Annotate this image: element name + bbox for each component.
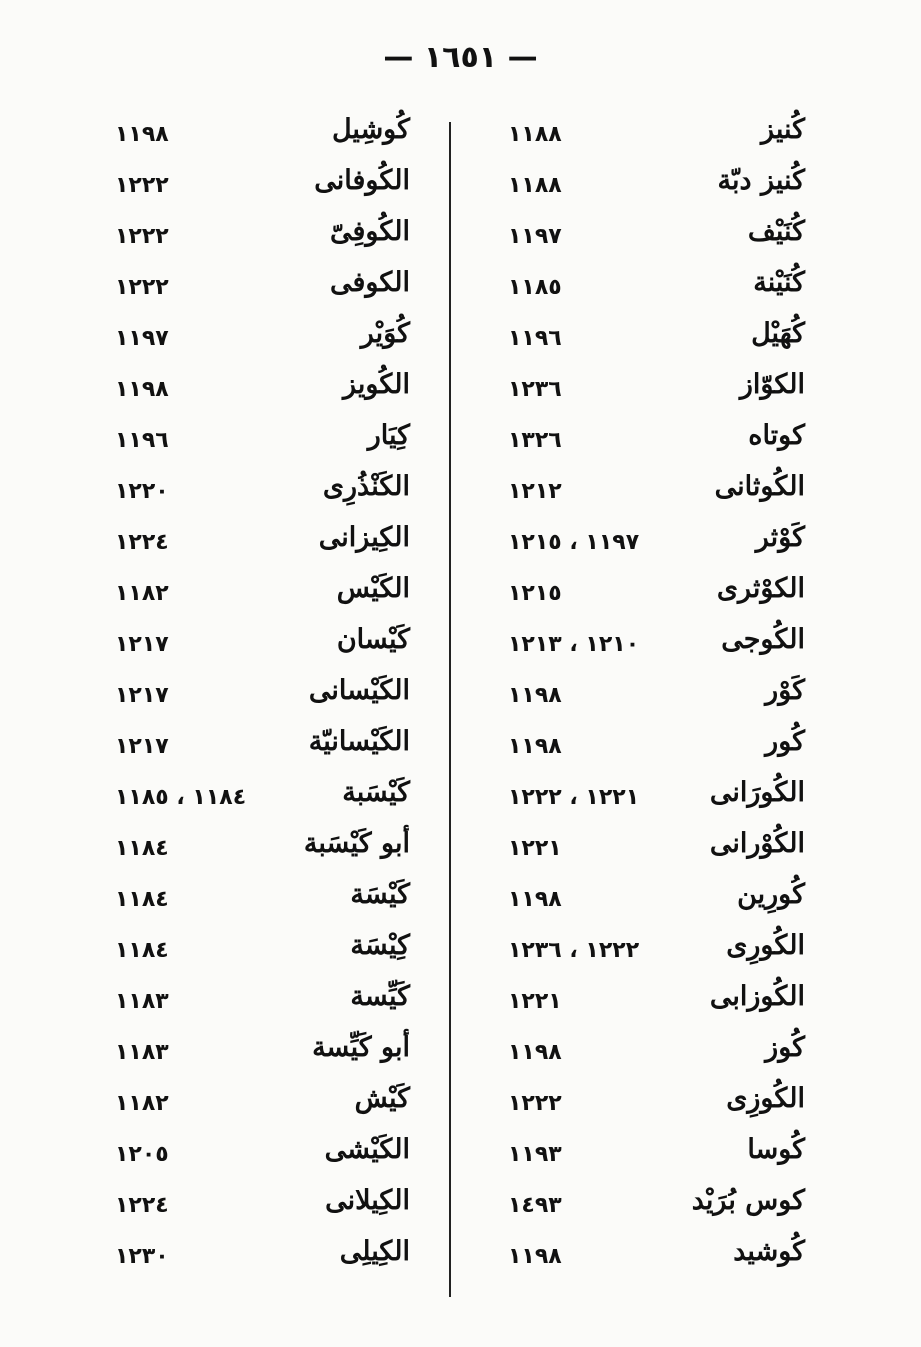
entry-name: الكُوزابى xyxy=(709,981,805,1012)
entry-page-ref: ١٢٢٤ xyxy=(115,530,169,555)
entry-name: كُنَيْف xyxy=(747,216,805,247)
index-entry xyxy=(100,112,410,163)
entry-page-ref: ١٢١٥ xyxy=(508,581,562,606)
entry-name: أبو كَيْسَبة xyxy=(303,828,410,859)
index-entry xyxy=(485,979,805,1030)
entry-page-ref: ١٢٠٥ xyxy=(115,1142,169,1167)
entry-name: الكَيْشى xyxy=(324,1134,410,1165)
entry-name: الكُوجى xyxy=(721,624,805,655)
entry-page-ref: ١١٨٢ xyxy=(115,581,169,606)
entry-page-ref: ١٣٢٦ xyxy=(508,428,562,453)
index-entry xyxy=(485,265,805,316)
index-entry xyxy=(485,622,805,673)
index-entry xyxy=(100,724,410,775)
entry-name: الكَيْس xyxy=(336,573,410,604)
index-entry xyxy=(485,1183,805,1234)
index-entry xyxy=(100,1081,410,1132)
index-entry xyxy=(485,1030,805,1081)
entry-name: الكوفى xyxy=(330,267,410,298)
entry-page-ref: ١٢١٧ xyxy=(115,683,169,708)
index-entry xyxy=(485,112,805,163)
entry-name: كَيْسَبة xyxy=(342,777,410,808)
entry-name: الكوْثرى xyxy=(716,573,805,604)
index-entry xyxy=(100,673,410,724)
index-entry xyxy=(100,469,410,520)
entry-name: الكِيلانى xyxy=(325,1185,410,1216)
entry-page-ref: ١١٩٨ xyxy=(508,1244,562,1269)
left-index-column xyxy=(100,112,410,1285)
entry-page-ref: ١١٩٨ xyxy=(115,122,169,147)
entry-page-ref: ١١٩٧ xyxy=(115,326,169,351)
entry-name: الكِيلِى xyxy=(339,1236,410,1267)
entry-name: كُوَيْر xyxy=(360,318,410,349)
entry-name: الكَنْذُرِى xyxy=(322,471,410,502)
entry-page-ref: ١١٨٣ xyxy=(115,989,169,1014)
entry-name: كوتاه xyxy=(748,420,805,451)
entry-page-ref: ١٢٣٦ xyxy=(508,377,562,402)
entry-name: الكِيزانى xyxy=(318,522,410,553)
entry-name: كَيِّسة xyxy=(350,981,410,1012)
entry-name: الكُوزِى xyxy=(726,1083,805,1114)
index-entry xyxy=(485,724,805,775)
entry-page-ref: ١١٩٦ xyxy=(508,326,562,351)
index-entry xyxy=(485,316,805,367)
entry-page-ref: ١١٩٧ xyxy=(508,224,562,249)
entry-page-ref: ١٢٣٠ xyxy=(115,1244,169,1269)
index-entry xyxy=(100,265,410,316)
index-entry xyxy=(100,520,410,571)
entry-page-ref: ١٢٢١ xyxy=(508,989,562,1014)
entry-name: كُنَيْنة xyxy=(753,267,805,298)
entry-page-ref: ١١٨٤ ، ١١٨٥ xyxy=(115,785,247,810)
index-entry xyxy=(100,163,410,214)
entry-page-ref: ١٢٢١ xyxy=(508,836,562,861)
index-entry xyxy=(485,571,805,622)
index-entry xyxy=(485,163,805,214)
entry-name: كَوْر xyxy=(765,675,805,706)
index-entry xyxy=(100,418,410,469)
entry-page-ref: ١٢٢٢ xyxy=(115,275,169,300)
index-entry xyxy=(100,928,410,979)
entry-page-ref: ١١٨٣ xyxy=(115,1040,169,1065)
entry-name: كُنيز xyxy=(760,114,805,145)
entry-page-ref: ١٢١٧ xyxy=(115,734,169,759)
index-entry xyxy=(100,316,410,367)
entry-page-ref: ١١٩٨ xyxy=(508,734,562,759)
entry-page-ref: ١٤٩٣ xyxy=(508,1193,562,1218)
entry-name: كُوسا xyxy=(747,1134,805,1165)
index-entry xyxy=(100,826,410,877)
entry-name: كوس بُرَيْد xyxy=(691,1185,805,1216)
index-entry xyxy=(100,775,410,826)
entry-page-ref: ١١٨٢ xyxy=(115,1091,169,1116)
entry-page-ref: ١٢١٠ ، ١٢١٣ xyxy=(508,632,640,657)
index-entry xyxy=(485,877,805,928)
entry-page-ref: ١١٩٨ xyxy=(508,683,562,708)
entry-page-ref: ١٢٢٤ xyxy=(115,1193,169,1218)
entry-page-ref: ١١٨٥ xyxy=(508,275,562,300)
index-entry xyxy=(485,469,805,520)
entry-page-ref: ١١٩٧ ، ١٢١٥ xyxy=(508,530,640,555)
entry-name: أبو كَيِّسة xyxy=(312,1032,410,1063)
index-entry xyxy=(100,1183,410,1234)
entry-name: كِيَار xyxy=(367,420,410,451)
index-entry xyxy=(485,367,805,418)
entry-name: الكوّاز xyxy=(739,369,805,400)
entry-name: الكُويز xyxy=(343,369,410,400)
right-index-column xyxy=(485,112,805,1285)
index-entry xyxy=(485,1132,805,1183)
index-entry xyxy=(100,571,410,622)
entry-name: كُوشِيل xyxy=(331,114,410,145)
entry-page-ref: ١٢٢٢ xyxy=(115,173,169,198)
entry-name: كُهَيْل xyxy=(751,318,805,349)
index-entry xyxy=(485,1081,805,1132)
entry-page-ref: ١٢٢٢ ، ١٢٣٦ xyxy=(508,938,640,963)
entry-page-ref: ١٢١٧ xyxy=(115,632,169,657)
index-entry xyxy=(100,1030,410,1081)
entry-page-ref: ١١٨٤ xyxy=(115,887,169,912)
page-number: — ١٦٥١ — xyxy=(383,40,538,75)
entry-name: الكُوفِىّ xyxy=(330,216,410,247)
entry-name: كُنيز دبّة xyxy=(717,165,805,196)
entry-name: الكُوثانى xyxy=(714,471,805,502)
index-entry xyxy=(100,1132,410,1183)
entry-page-ref: ١٢١٢ xyxy=(508,479,562,504)
entry-page-ref: ١١٩٦ xyxy=(115,428,169,453)
index-entry xyxy=(100,622,410,673)
index-entry xyxy=(100,367,410,418)
entry-name: الكُوفانى xyxy=(314,165,410,196)
index-entry xyxy=(485,826,805,877)
entry-name: الكُوْرانى xyxy=(709,828,805,859)
index-entry xyxy=(485,775,805,826)
entry-page-ref: ١١٨٤ xyxy=(115,836,169,861)
column-divider xyxy=(449,122,451,1297)
index-entry xyxy=(485,418,805,469)
entry-page-ref: ١١٨٨ xyxy=(508,173,562,198)
entry-page-ref: ١١٩٨ xyxy=(115,377,169,402)
index-entry xyxy=(100,1234,410,1285)
entry-page-ref: ١١٨٤ xyxy=(115,938,169,963)
entry-page-ref: ١١٨٨ xyxy=(508,122,562,147)
entry-page-ref: ١٢٢٢ xyxy=(508,1091,562,1116)
entry-page-ref: ١١٩٨ xyxy=(508,1040,562,1065)
entry-name: الكَيْسانيّة xyxy=(308,726,410,757)
entry-name: كُورِين xyxy=(737,879,805,910)
entry-page-ref: ١٢٢٢ xyxy=(115,224,169,249)
entry-name: الكُورِى xyxy=(726,930,805,961)
index-entry xyxy=(485,928,805,979)
index-entry xyxy=(100,214,410,265)
index-entry xyxy=(485,1234,805,1285)
entry-name: كَوْثر xyxy=(755,522,805,553)
index-entry xyxy=(485,214,805,265)
index-entry xyxy=(100,877,410,928)
index-entry xyxy=(100,979,410,1030)
entry-name: كَيْسَة xyxy=(350,879,410,910)
entry-page-ref: ١٢٢١ ، ١٢٢٢ xyxy=(508,785,640,810)
entry-name: كَيْسان xyxy=(336,624,410,655)
entry-name: الكُورَانى xyxy=(709,777,805,808)
entry-name: الكَيْسانى xyxy=(308,675,410,706)
entry-name: كُور xyxy=(765,726,805,757)
entry-page-ref: ١١٩٣ xyxy=(508,1142,562,1167)
index-entry xyxy=(485,520,805,571)
entry-name: كَيْش xyxy=(354,1083,410,1114)
entry-name: كُوشيد xyxy=(733,1236,805,1267)
entry-page-ref: ١١٩٨ xyxy=(508,887,562,912)
entry-name: كِيْسَة xyxy=(350,930,410,961)
entry-name: كُوز xyxy=(765,1032,805,1063)
entry-page-ref: ١٢٢٠ xyxy=(115,479,169,504)
index-entry xyxy=(485,673,805,724)
